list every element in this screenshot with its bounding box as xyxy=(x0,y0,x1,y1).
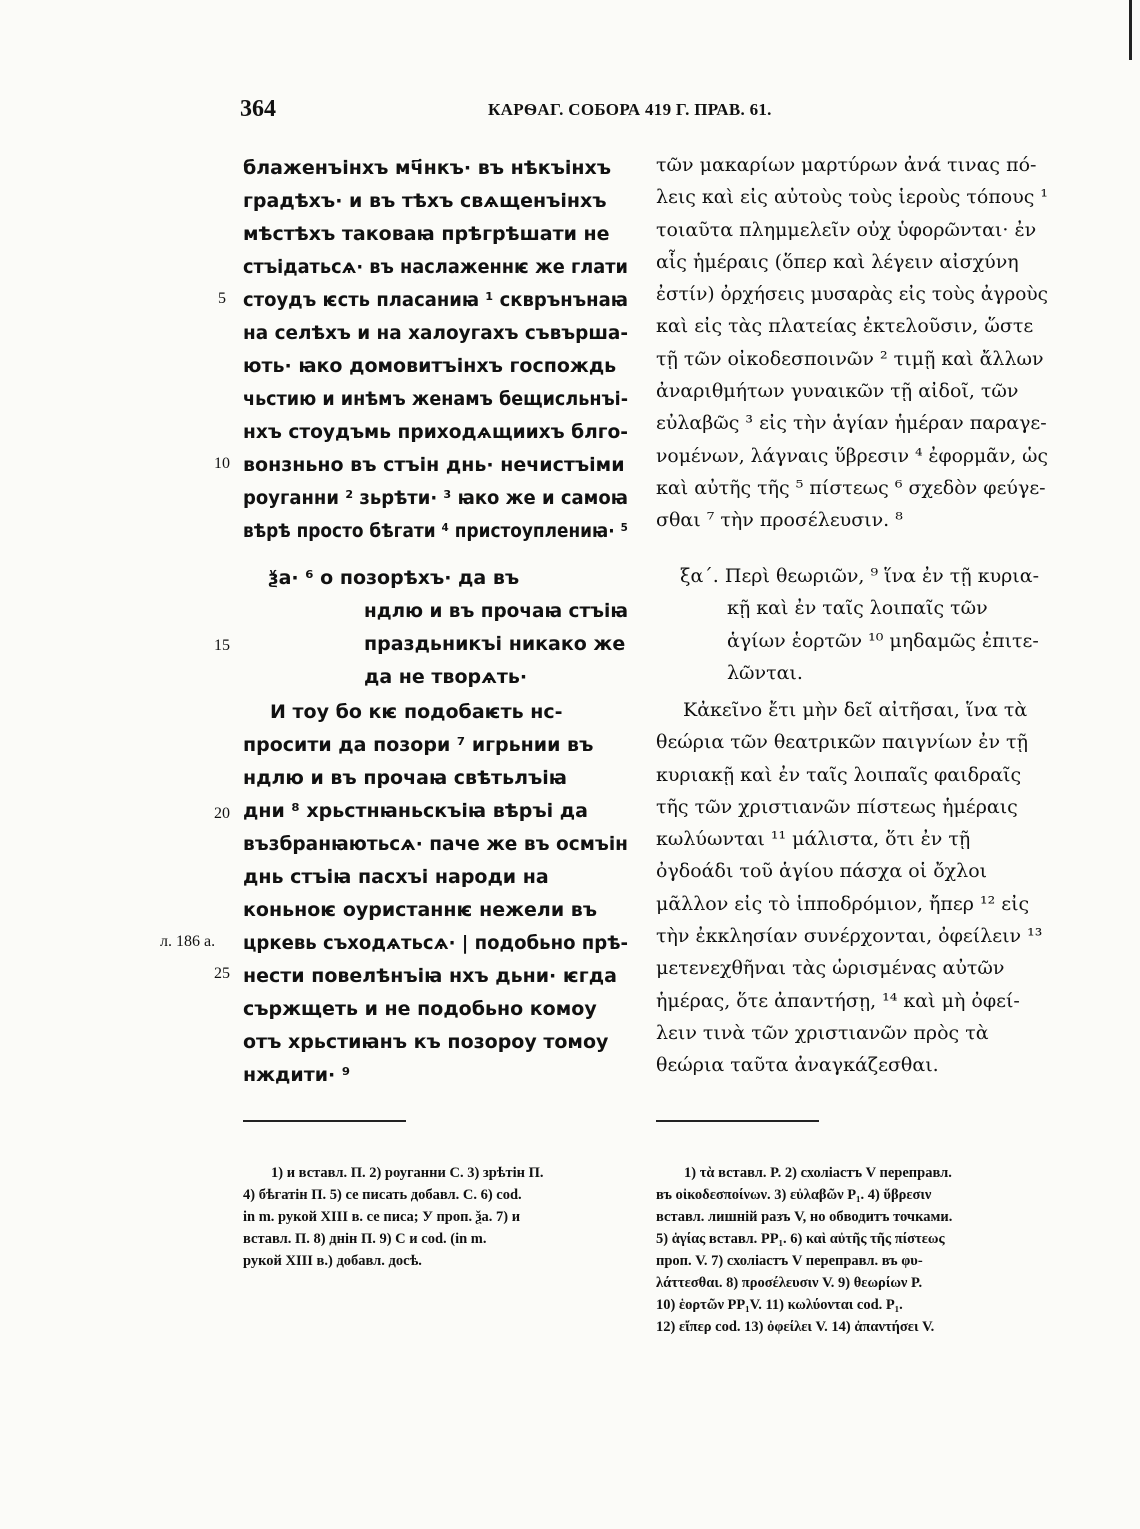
text-line: възбранꙗютьсѧ· паче же въ осмъін xyxy=(243,833,628,855)
text-line: κυριακῇ καὶ ἐν ταῖς λοιπαῖς φαιδραῖς xyxy=(656,763,1022,786)
line-number: 10 xyxy=(214,455,230,472)
rule-heading-line: λῶνται. xyxy=(727,661,803,684)
footnotes-left xyxy=(243,1162,544,1272)
text-line: λειν τινὰ τῶν χριστιανῶν πρὸς τὰ xyxy=(656,1021,989,1044)
text-line: τὴν ἐκκλησίαν συνέρχονται, ὀφείλειν ¹³ xyxy=(656,925,1043,948)
greek-rule-heading xyxy=(680,560,1039,689)
text-line: θεώρια τῶν θεατρικῶν παιγνίων ἐν τῇ xyxy=(656,731,1028,754)
text-line: αἷς ἡμέραις (ὅπερ καὶ λέγειν αἰσχύνη xyxy=(656,250,1019,273)
greek-column-bottom xyxy=(656,694,1042,1082)
line-number: 15 xyxy=(214,637,230,654)
footnote-line: in m. рукой XIII в. се пиcа; У проп. ѯа. 7) и xyxy=(243,1209,521,1225)
text-line: ндлю и въ прочаꙗ свѣтьлъіꙗ xyxy=(243,767,568,789)
text-line: Κἀκεῖνο ἔτι μὴν δεῖ αἰτῆσαι, ἵνα τὰ xyxy=(683,699,1028,721)
footnote-line: 1) и вставл. П. 2) роуганни С. 3) зрѣтін П. xyxy=(271,1165,544,1181)
rule-heading-line: κῇ καὶ ἐν ταῖς λοιπαῖς τῶν xyxy=(727,597,988,620)
footnote-line: 10) ἑορτῶν PP₁V. 11) κωλύονται cod. P₁. xyxy=(656,1297,903,1313)
text-line: μετενεχθῆναι τὰς ὡρισμένας αὐτῶν xyxy=(656,957,1005,980)
line-number: 5 xyxy=(218,290,226,307)
text-line: коньноѥ оуристаннѥ нежели въ xyxy=(243,899,598,921)
text-line: отъ хрьстиꙗнъ къ позороу томоу xyxy=(243,1031,609,1053)
text-line: сържщеть и не подобьно комоу xyxy=(243,998,597,1020)
slavonic-column-top xyxy=(243,152,628,548)
text-line: градѣхъ· и въ тѣхъ свѧщенъінхъ xyxy=(243,190,607,212)
text-line: чьстию и инѣмъ женамъ бещисльнъі- xyxy=(243,388,628,410)
footnote-line: проп. V. 7) схоліастъ V переправл. въ φυ- xyxy=(656,1253,923,1269)
text-line: θεώρια ταῦτα ἀναγκάζεσθαι. xyxy=(656,1054,939,1077)
footnote-rule-right xyxy=(656,1120,819,1122)
page-edge-mark xyxy=(1129,0,1132,60)
text-line: вѣрѣ просто бѣгати ⁴ пристоуплениꙗ· ⁵ xyxy=(243,520,628,542)
text-line: нести повелѣнъіꙗ нхъ дьни· ѥгда xyxy=(243,965,617,987)
line-number: 20 xyxy=(214,805,230,822)
text-line: εὐλαβῶς ³ εἰς τὴν ἁγίαν ἡμέραν παραγε- xyxy=(656,412,1047,435)
text-line: τῇ τῶν οἰκοδεσποινῶν ² τιμῇ καὶ ἄλλων xyxy=(656,347,1044,370)
text-line: τοιαῦτα πλημμελεῖν οὐχ ὑφορῶνται· ἐν xyxy=(656,218,1037,241)
footnote-rule-left xyxy=(243,1120,406,1122)
text-line: τῶν μακαρίων μαρτύρων ἀνά τινας πό- xyxy=(656,154,1037,176)
text-line: κωλύωνται ¹¹ μάλιστα, ὅτι ἐν τῇ xyxy=(656,828,971,851)
rule-heading-line: да не творѧть· xyxy=(364,666,528,688)
text-line: ють· ꙗко домовитъінхъ госпождь xyxy=(243,355,617,377)
footnote-line: 4) бѣгатін П. 5) се писать добавл. С. 6) cod. xyxy=(243,1187,522,1203)
text-line: нхъ стоудъмь приходѧщиихъ блго- xyxy=(243,421,628,443)
text-line: вонзньно въ стъін днь· нечистъіми xyxy=(243,454,625,476)
text-line: И тоу бо кѥ подобаѥть нс- xyxy=(270,701,563,723)
running-title: КАРѲАГ. СОБОРА 419 Г. ПРАВ. 61. xyxy=(488,100,772,119)
footnote-line: вставл. П. 8) днін П. 9) С и cod. (in m. xyxy=(243,1231,487,1247)
text-line: ἀναριθμήτων γυναικῶν τῇ αἰδοῖ, τῶν xyxy=(656,380,1019,403)
text-line: μᾶλλον εἰς τὸ ἱπποδρόμιον, ἤπερ ¹² εἰς xyxy=(656,892,1030,915)
text-line: дни ⁸ хрьстнꙗньскъіꙗ вѣръі да xyxy=(243,800,588,822)
text-line: καὶ εἰς τὰς πλατείας ἐκτελοῦσιν, ὥστε xyxy=(656,315,1034,338)
text-line: цркевь съходѧтьсѧ· | подобьно прѣ- xyxy=(243,932,628,954)
footnote-line: рукой XIII в.) добавл. досѣ. xyxy=(243,1253,422,1269)
text-line: блаженъінхъ мч҃нкъ· въ нѣкъінхъ xyxy=(243,157,612,179)
text-line: мѣстѣхъ таковаꙗ прѣгрѣшати не xyxy=(243,223,610,245)
footnote-line: 1) τὰ вставл. P. 2) схоліастъ V переправл. xyxy=(684,1165,952,1181)
footnote-line: вставл. лишній разъ V, но обводитъ точками. xyxy=(656,1209,953,1225)
text-line: ὀγδοάδι τοῦ ἁγίου πάσχα οἱ ὄχλοι xyxy=(656,860,988,883)
text-line: нждити· ⁹ xyxy=(243,1064,351,1086)
folio-marker: л. 186 а. xyxy=(160,933,216,950)
slavonic-column-bottom xyxy=(243,696,648,1092)
footnote-line: въ οἰκοδεσποίνων. 3) εὐλαβῶν P₁. 4) ὕβρεσιν xyxy=(656,1187,932,1203)
greek-column-top xyxy=(656,149,1058,537)
rule-heading-line: ндлю и въ прочаꙗ стъіꙗ xyxy=(364,600,628,622)
text-line: стоудъ ѥсть пласаниꙗ ¹ скврънънаꙗ xyxy=(243,289,628,311)
text-line: просити да позори ⁷ игрьнии въ xyxy=(243,734,594,756)
text-line: τῆς τῶν χριστιανῶν πίστεως ἡμέραις xyxy=(656,795,1018,818)
text-line: σθαι ⁷ τὴν προσέλευσιν. ⁸ xyxy=(656,509,903,532)
footnote-line: λάττεσθαι. 8) προσέλευσιν V. 9) θεωρίων P. xyxy=(656,1275,923,1291)
text-line: ἐστίν) ὀρχήσεις μυσαρὰς εἰς τοὺς ἀγροὺς xyxy=(656,283,1048,306)
text-line: λεις καὶ εἰς αὐτοὺς τοὺς ἱεροὺς τόπους ¹ xyxy=(656,186,1048,209)
rule-heading-line: ѯа· ⁶ о позорѣхъ· да въ xyxy=(268,567,520,589)
page-number: 364 xyxy=(240,96,276,122)
text-line: днь стъіꙗ пасхъі народи на xyxy=(243,866,549,888)
text-line: καὶ αὐτῆς τῆς ⁵ πίστεως ⁶ σχεδὸν φεύγε- xyxy=(656,476,1046,499)
rule-heading-line: ξα΄. Περὶ θεωριῶν, ⁹ ἵνα ἐν τῇ κυρια- xyxy=(680,565,1040,587)
text-line: νομένων, λάγναις ὕβρεσιν ⁴ ἐφορμᾶν, ὡς xyxy=(656,444,1048,467)
slavonic-rule-heading xyxy=(268,562,636,694)
text-line: стъідатьсѧ· въ наслаженнѥ же глати xyxy=(243,256,628,278)
line-number: 25 xyxy=(214,965,230,982)
text-line: роуганни ² зьрѣти· ³ ꙗко же и самоꙗ xyxy=(243,487,628,509)
rule-heading-line: праздьникъі никако же xyxy=(364,633,626,655)
text-line: ἡμέρας, ὅτε ἀπαντήσῃ, ¹⁴ καὶ μὴ ὀφεί- xyxy=(656,989,1020,1012)
footnote-line: 12) εἴπερ cod. 13) ὀφείλει V. 14) ἀπαντήσει V. xyxy=(656,1319,935,1335)
rule-heading-line: ἁγίων ἑορτῶν ¹⁰ μηδαμῶς ἐπιτε- xyxy=(727,629,1039,652)
footnote-line: 5) ἁγίας вставл. PP₁. 6) καὶ αὐτῆς τῆς πίστεως xyxy=(656,1231,945,1247)
text-line: на селѣхъ и на халоугахъ съвършa- xyxy=(243,322,628,344)
footnotes-right xyxy=(656,1162,952,1338)
